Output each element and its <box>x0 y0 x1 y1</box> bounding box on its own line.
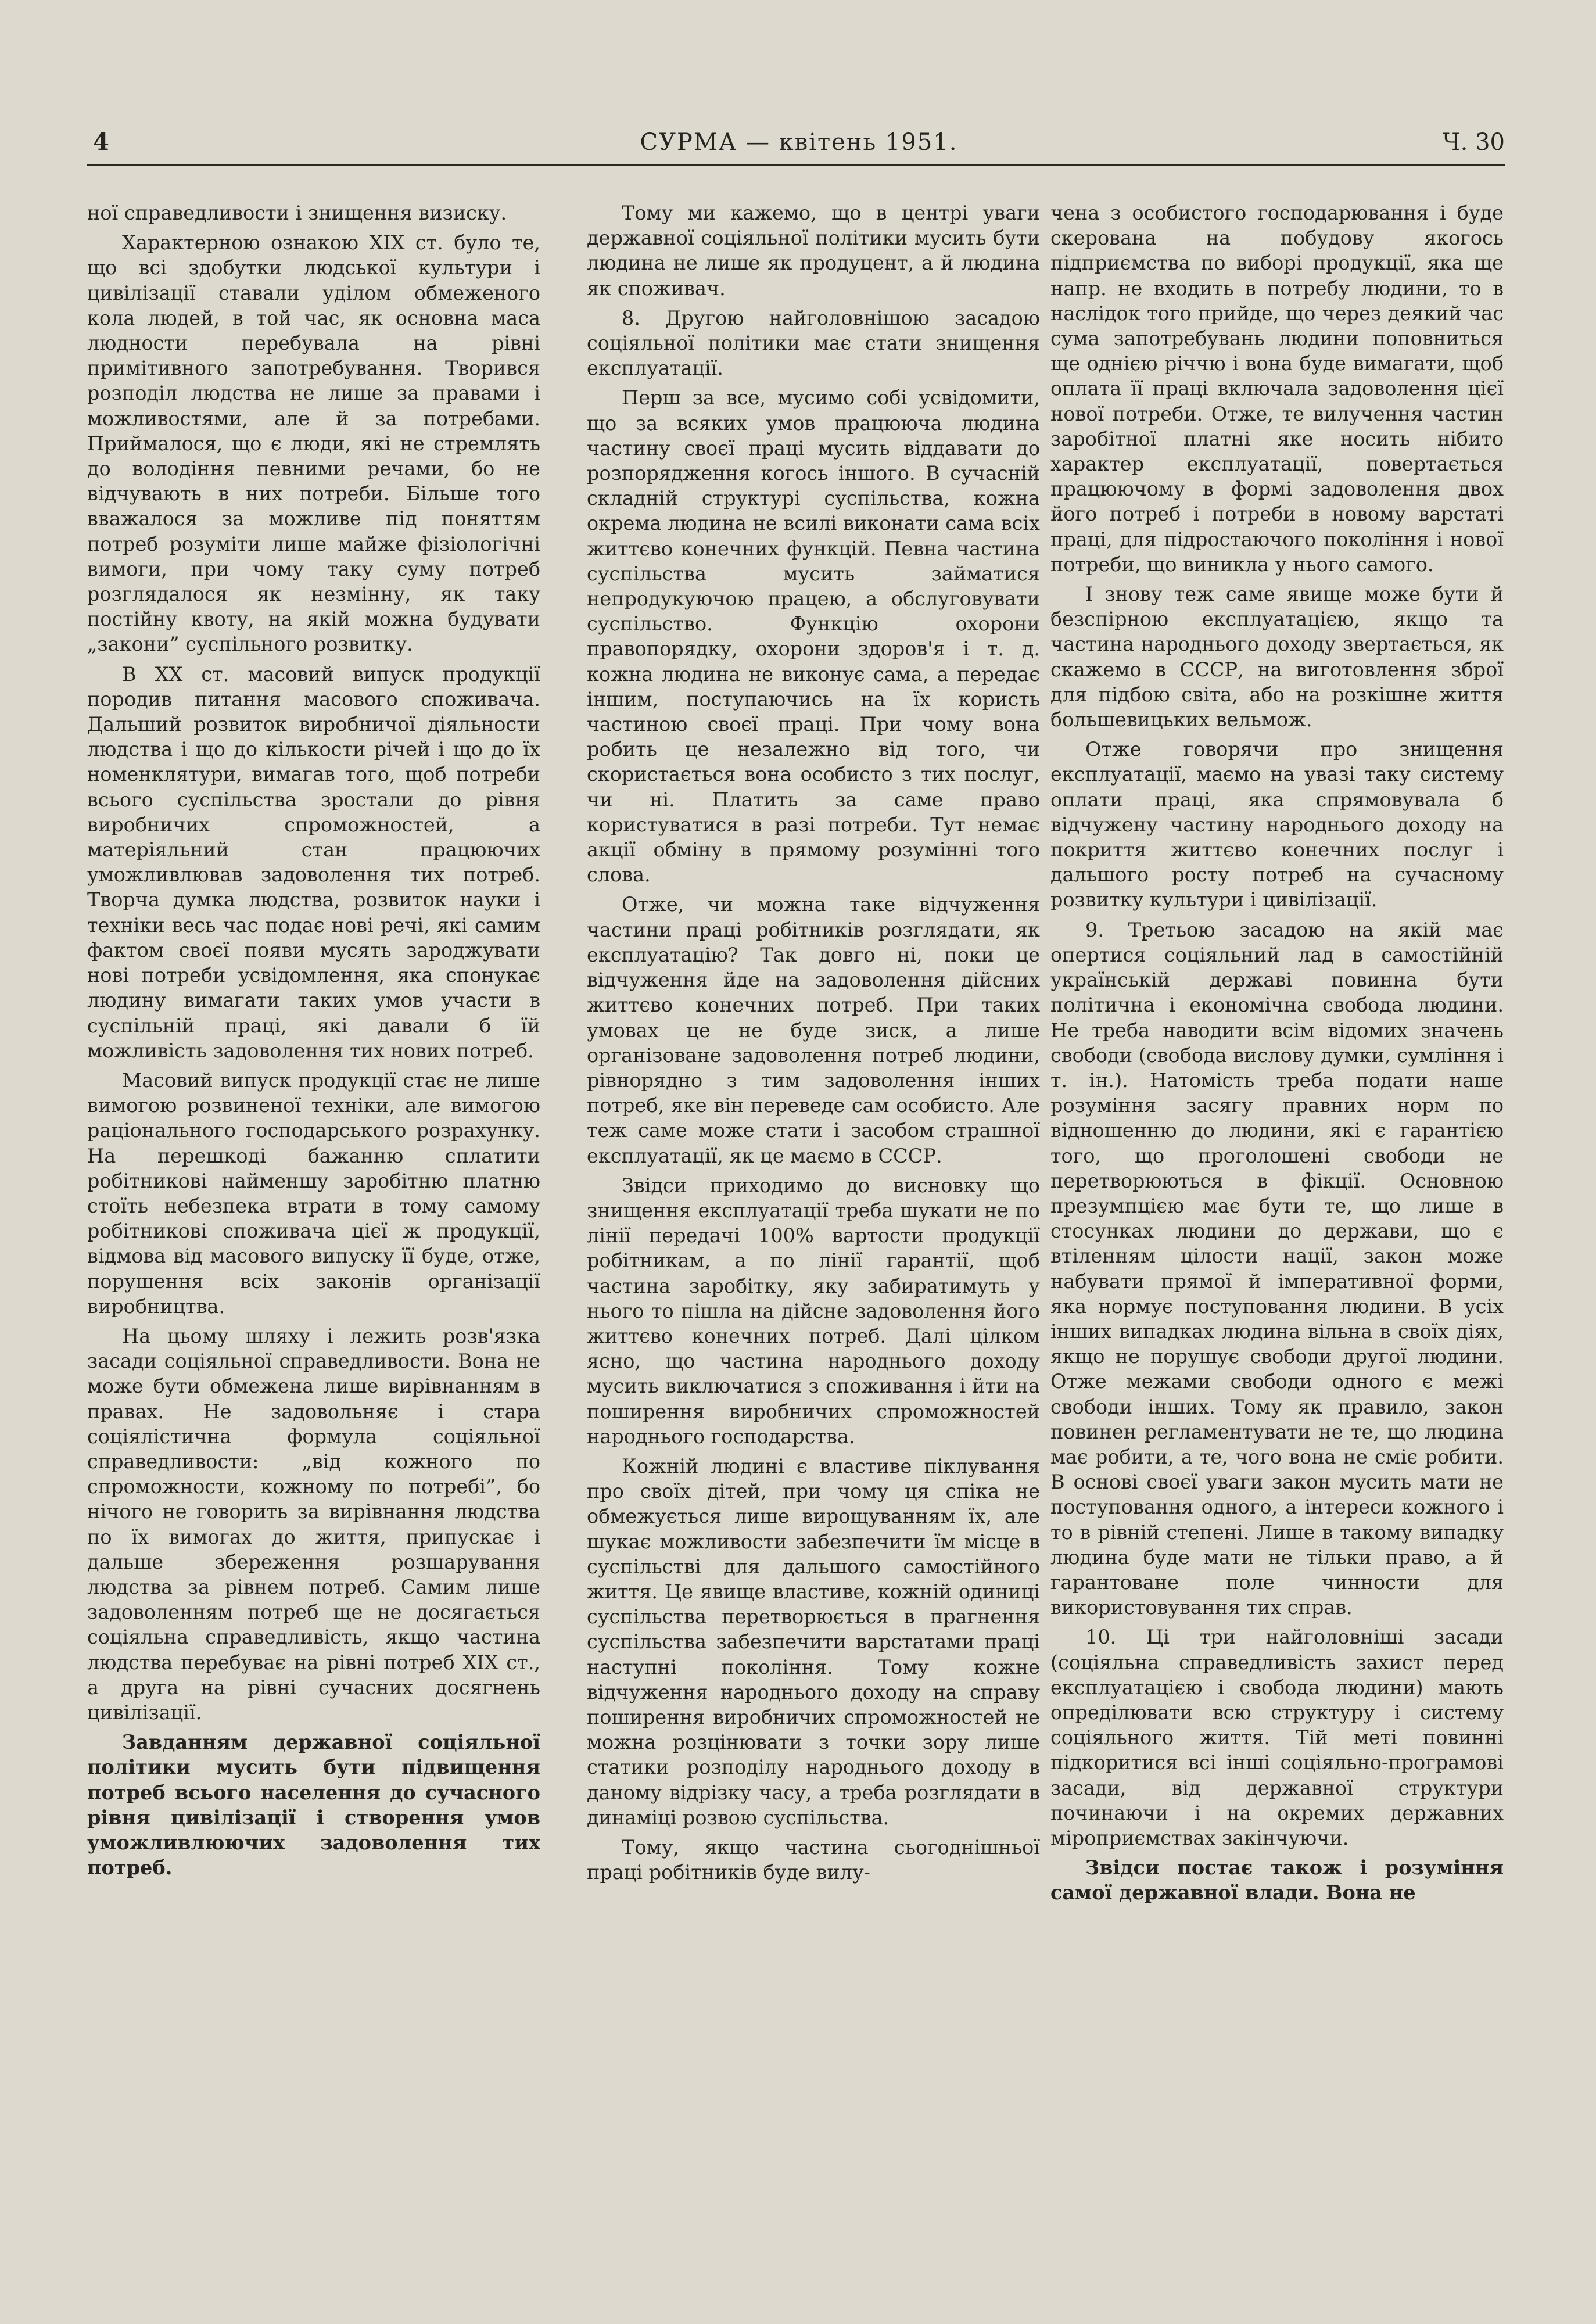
paragraph: чена з особистого господарювання і буде скерована на побудову якогось підприємства по виборі продукції, яка ще напр. не входить в потребу людини, то в наслідок того прийде, що через деякий час сума запотребувань людини поповниться ще однією річчю і вона буде вимагати, щоб оплата її праці включала задоволення цієї нової потреби. Отже, те вилучення частин заробітної платні яке носить нібито характер експлуатації, повертається працюючому в формі задоволення двох його потреб і потреби в новому варстаті праці, для підростаючого покоління і нової потреби, що виникла у нього самого. <box>1050 202 1504 576</box>
paragraph: Звідси приходимо до висновку що знищення експлуатації треба шукати не по лінії передачі 100% вартости продукції робітникам, а по лінії гарантії, щоб частина заробітку, яку забиратимуть у нього то пішла на дійсне задоволення його життєво конечних потреб. Далі цілком ясно, що частина народнього доходу мусить виключатися з споживання і йти на поширення виробничих спроможностей народнього господарства. <box>587 1174 1040 1448</box>
paragraph: 10. Ці три найголовніші засади (соціяльна справедливість захист перед експлуатацією і свобода людини) мають опреділювати всю структуру і систему соціяльного життя. Тій меті повинні підкоритися всі інші соціяльно-програмові засади, від державної структури починаючи і на окремих державних міроприємствах закінчуючи. <box>1050 1626 1504 1849</box>
paragraph: Звідси постає також і розуміння самої державної влади. Вона не <box>1050 1856 1504 1905</box>
paragraph: Отже, чи можна таке відчуження частини праці робітників розглядати, як експлуатацію? Так довго ні, поки це відчуження йде на задоволення дійсних життєво конечних потреб. При таких умовах це не буде зиск, а лише організоване задоволення потреб людини, рівнорядно з тим задоволення інших потреб, яке він переведе сам особисто. Але теж саме може стати і засобом страшної експлуатації, як це маємо в СССР. <box>587 893 1040 1167</box>
paragraph: В XX ст. масовий випуск продукції породив питання масового споживача. Дальший розвиток виробничої діяльности людства і що до кількости річей і що до їх номенклятури, вимагав того, щоб потреби всього суспільства зростали до рівня виробничих спроможностей, а матеріяльний стан працюючих уможливлював задоволення тих потреб. Творча думка людства, розвиток науки і техніки весь час подає нові речі, які самим фактом своєї появи мусять зароджувати нові потреби усвідомлення, яка спонукає людину вимагати таких умов участи в суспільній праці, які давали б їй можливість задоволення тих нових потреб. <box>87 662 540 1062</box>
text-column-2 <box>587 200 1040 2246</box>
paragraph: Тому ми кажемо, що в центрі уваги державної соціяльної політики мусить бути людина не лише як продуцент, а й людина як споживач. <box>587 202 1040 300</box>
paragraph: 8. Другою найголовнішою засадою соціяльної політики має стати знищення експлуатації. <box>587 306 1040 380</box>
paragraph: І знову теж саме явище може бути й безспірною експлуатацією, якщо та частина народнього доходу звертається, як скажемо в СССР, на виготовлення зброї для підбою світа, або на розкішне життя большевицьких вельмож. <box>1050 583 1504 731</box>
paragraph: Отже говорячи про знищення експлуатації, маємо на увазі таку систему оплати праці, яка спрямовувала б відчужену частину народнього доходу на покриття життєво конечних послуг і дальшого росту потреб на сучасному розвитку культури і цивілізації. <box>1050 738 1504 912</box>
paragraph: Масовий випуск продукції стає не лише вимогою розвиненої техніки, але вимогою раціонального господарського розрахунку. На перешкоді бажанню сплатити робітникові найменшу заробітню платню стоїть небезпека втрати в тому самому робітникові споживача цієї ж продукції, відмова від масового випуску її буде, отже, порушення всіх законів організації виробництва. <box>87 1068 540 1318</box>
issue-number: Ч. 30 <box>1442 129 1505 156</box>
text-column-3 <box>1050 200 1504 2246</box>
paragraph: Перш за все, мусимо собі усвідомити, що за всяких умов працююча людина частину своєї праці мусить віддавати до розпорядження когось іншого. В сучасній складній структурі суспільства, кожна окрема людина не всилі виконати сама всіх життєво конечних функцій. Певна частина суспільства мусить займатися непродукуючою працею, а обслуговувати суспільство. Функцію охорони правопорядку, охорони здоров'я і т. д. кожна людина не виконує сама, а передає іншим, поступаючись на їх користь частиною своєї праці. При чому вона робить це незалежно від того, чи скористається вона особисто з тих послуг, чи ні. Платить за саме право користуватися в разі потреби. Тут немає акції обміну в прямому розумінні того слова. <box>587 386 1040 887</box>
paragraph: На цьому шляху і лежить розв'язка засади соціяльної справедливости. Вона не може бути обмежена лише вирівнанням в правах. Не задовольняє і стара соціялістична формула соціяльної справедливости: „від кожного по спроможности, кожному по потребі”, бо нічого не говорить за вирівнання людства по їх вимогах до життя, припускає і дальше збереження розшарування людства за рівнем потреб. Самим лише задоволенням потреб ще не досягається соціяльна справедливість, якщо частина людства перебуває на рівні потреб XIX ст., а друга на рівні сучасних досягнень цивілізації. <box>87 1324 540 1724</box>
paragraph: 9. Третьою засадою на якій має опертися соціяльний лад в самостійній українській державі повинна бути політична і економічна свобода людини. Не треба наводити всім відомих значень свободи (свобода вислову думки, сумління і т. ін.). Натомість треба подати наше розуміння засягу правних норм по відношенню до людини, які є гарантією того, що проголошені свободи не перетворюються в фікції. Основною презумпцією має бути те, що лише в стосунках людини до держави, що є втіленням цілости нації, закон може набувати прямої й імперативної форми, яка нормує поступовання людини. В усіх інших випадках людина вільна в своїх діях, якщо не порушує свободи другої людини. Отже межами свободи одного є межі свободи інших. Тому як правило, закон повинен регламентувати не те, що людина має робити, а те, чого вона не сміє робити. В основі своєї уваги закон мусить мати не поступовання одного, а інтереси кожного і то в рівній степені. Лише в такому випадку людина буде мати не тільки право, а й гарантоване поле чинности для використовування тих справ. <box>1050 918 1504 1619</box>
running-head <box>93 125 1505 166</box>
paragraph: Характерною ознакою XIX ст. було те, що всі здобутки людської культури і цивілізації ставали уділом обмеженого кола людей, в той час, як основна маса людности перебувала на рівні примітивного запотребування. Творився розподіл людства не лише за правами і можливостями, але й за потребами. Приймалося, що є люди, які не стремлять до володіння певними речами, бо не відчувають в них потреби. Більше того вважалося за можливе під поняттям потреб розуміти лише майже фізіологічні вимоги, при чому таку суму потреб розглядалося як незмінну, як таку постійну квоту, на якій можна будувати „закони” суспільного розвитку. <box>87 231 540 656</box>
text-column-1 <box>87 200 540 2246</box>
header-rule <box>87 164 1505 166</box>
paragraph: ної справедливости і знищення визиску. <box>87 202 507 224</box>
paragraph: Завданням державної соціяльної політики мусить бути підвищення потреб всього населення до сучасного рівня цивілізації і створення умов уможливлюючих задоволення тих потреб. <box>87 1731 540 1880</box>
page-number: 4 <box>93 128 109 156</box>
paragraph: Кожній людині є властиве піклування про своїх дітей, при чому ця спіка не обмежується лише вирощуванням їх, але шукає можливости забезпечити їм місце в суспільстві для дальшого самостійного життя. Це явище властиве, кожній одиниці суспільства перетворюється в прагнення суспільства забезпечити варстатами праці наступні покоління. Тому кожне відчуження народнього доходу на справу поширення виробничих спроможностей не можна розцінювати з точки зору лише статики розподілу народнього доходу в даному відрізку часу, а треба розглядати в динаміці розвою суспільства. <box>587 1454 1040 1829</box>
paragraph: Тому, якщо частина сьогоднішньої праці робітників буде вилу- <box>587 1836 1040 1884</box>
masthead: СУРМА — квітень 1951. <box>640 129 958 156</box>
